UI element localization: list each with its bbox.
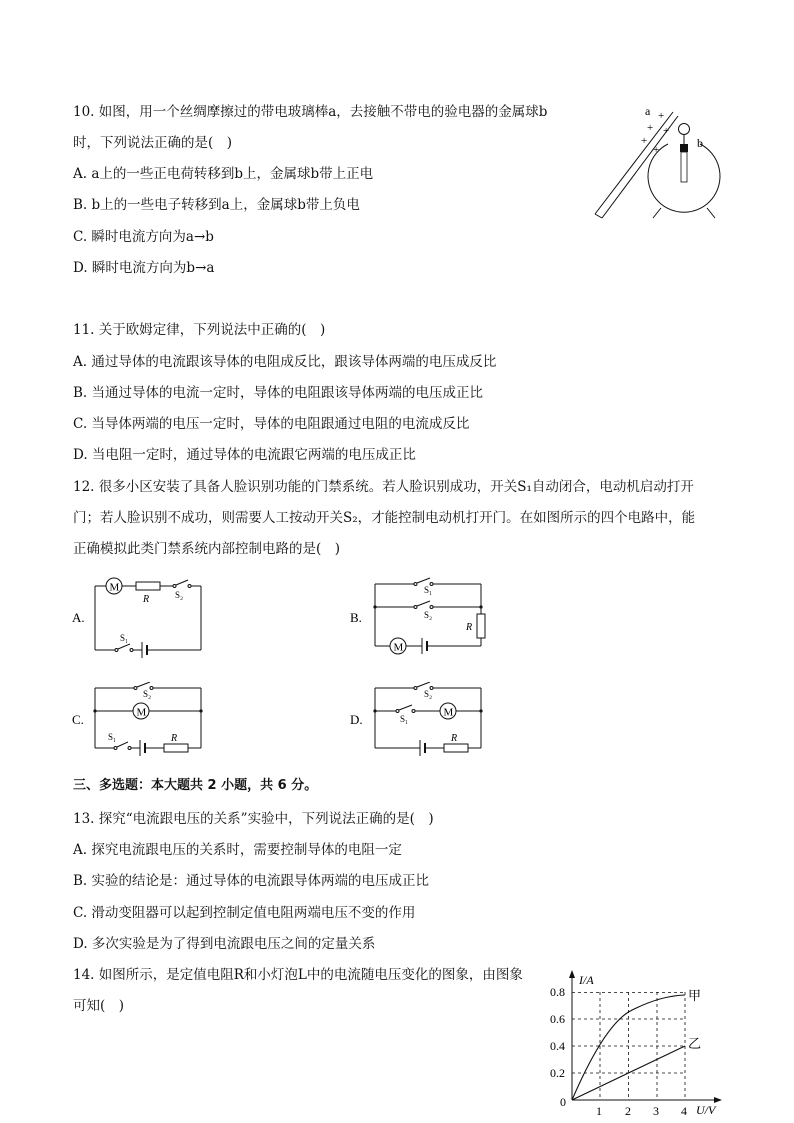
q12-stem-line3: 正确模拟此类门禁系统内部控制电路的是( ) (73, 541, 341, 557)
q11-option-d: D. 当电阻一定时，通过导体的电流跟它两端的电压成正比 (73, 447, 416, 463)
q13-stem: 13. 探究“电流跟电压的关系”实验中，下列说法正确的是( ) (73, 811, 434, 827)
circuit-c (70, 682, 220, 758)
q12-stem-line1: 12. 很多小区安装了具备人脸识别功能的门禁系统。若人脸识别成功，开关S₁自动闭合，电动机启动打开 (73, 479, 694, 495)
origin-label: 0 (560, 1095, 566, 1109)
q11-option-c: C. 当导体两端的电压一定时，导体的电阻跟通过电阻的电流成反比 (73, 416, 470, 432)
q11-option-a: A. 通过导体的电流跟该导体的电阻成反比，跟该导体两端的电压成反比 (73, 354, 497, 370)
svg-text:R: R (171, 733, 178, 744)
q13-option-d: D. 多次实验是为了得到电流跟电压之间的定量关系 (73, 936, 376, 952)
y-tick: 0.4 (550, 1039, 565, 1053)
iu-graph (548, 968, 738, 1118)
q10-option-b: B. b上的一些电子转移到a上，金属球b带上负电 (73, 197, 360, 213)
svg-text:M: M (393, 641, 404, 654)
svg-text:A.: A. (72, 610, 85, 625)
circuit-d (348, 682, 498, 758)
svg-text:S₁: S₁ (424, 585, 433, 595)
svg-text:S₂: S₂ (175, 590, 184, 600)
q10-option-d: D. 瞬时电流方向为b→a (73, 260, 215, 276)
label-jia: 甲 (688, 988, 702, 1003)
y-axis-label: I/A (579, 973, 594, 987)
svg-text:D.: D. (350, 712, 363, 727)
svg-text:C.: C. (72, 712, 84, 727)
svg-text:R: R (451, 733, 458, 744)
svg-text:S₁: S₁ (108, 732, 117, 742)
svg-text:+: + (647, 122, 654, 134)
y-tick: 0.8 (550, 985, 565, 999)
y-tick: 0.6 (550, 1012, 565, 1026)
svg-text:+: + (663, 125, 670, 137)
q14-stem-line1: 14. 如图所示，是定值电阻R和小灯泡L中的电流随电压变化的图象，由图象 (73, 967, 523, 983)
svg-text:S₂: S₂ (143, 689, 152, 699)
q14-stem-line2: 可知( ) (73, 998, 125, 1014)
x-axis-label: U/V (696, 1103, 716, 1117)
q10-option-c: C. 瞬时电流方向为a→b (73, 229, 214, 245)
svg-text:B.: B. (350, 610, 362, 625)
x-tick: 4 (681, 1104, 687, 1118)
label-a: a (645, 104, 651, 118)
svg-text:+: + (641, 135, 648, 147)
q13-option-b: B. 实验的结论是：通过导体的电流跟导体两端的电压成正比 (73, 873, 430, 889)
q10-option-a: A. a上的一些正电荷转移到b上，金属球b带上正电 (73, 166, 374, 182)
svg-text:R: R (466, 622, 473, 633)
circuit-a (70, 570, 220, 662)
q13-option-c: C. 滑动变阻器可以起到控制定值电阻两端电压不变的作用 (73, 905, 416, 921)
svg-text:R: R (143, 594, 150, 605)
x-tick: 3 (653, 1104, 659, 1118)
x-tick: 2 (625, 1104, 631, 1118)
circuit-b (348, 576, 498, 662)
svg-text:+: + (658, 110, 665, 122)
label-b: b (697, 136, 703, 150)
svg-text:M: M (109, 581, 120, 594)
q10-stem-line1: 10. 如图，用一个丝绸摩擦过的带电玻璃棒a，去接触不带电的验电器的金属球b (73, 104, 548, 120)
svg-text:S₂: S₂ (424, 689, 433, 699)
svg-text:S₁: S₁ (120, 633, 129, 643)
y-tick: 0.2 (550, 1066, 565, 1080)
label-yi: 乙 (688, 1036, 702, 1051)
electroscope-figure (585, 100, 725, 230)
section-title: 三、多选题：本大题共 2 小题，共 6 分。 (73, 778, 318, 793)
svg-text:M: M (443, 706, 454, 719)
svg-text:S₂: S₂ (424, 610, 433, 620)
q13-option-a: A. 探究电流跟电压的关系时，需要控制导体的电阻一定 (73, 842, 402, 858)
svg-text:+: + (653, 144, 660, 156)
q11-option-b: B. 当通过导体的电流一定时，导体的电阻跟该导体两端的电压成正比 (73, 385, 484, 401)
q11-stem: 11. 关于欧姆定律，下列说法中正确的( ) (73, 322, 326, 338)
x-tick: 1 (596, 1104, 602, 1118)
svg-text:S₁: S₁ (400, 714, 409, 724)
q10-stem-line2: 时，下列说法正确的是( ) (73, 135, 233, 151)
svg-text:M: M (136, 706, 147, 719)
q12-stem-line2: 门；若人脸识别不成功，则需要人工按动开关S₂，才能控制电动机打开门。在如图所示的四个电路中，能 (73, 510, 696, 526)
